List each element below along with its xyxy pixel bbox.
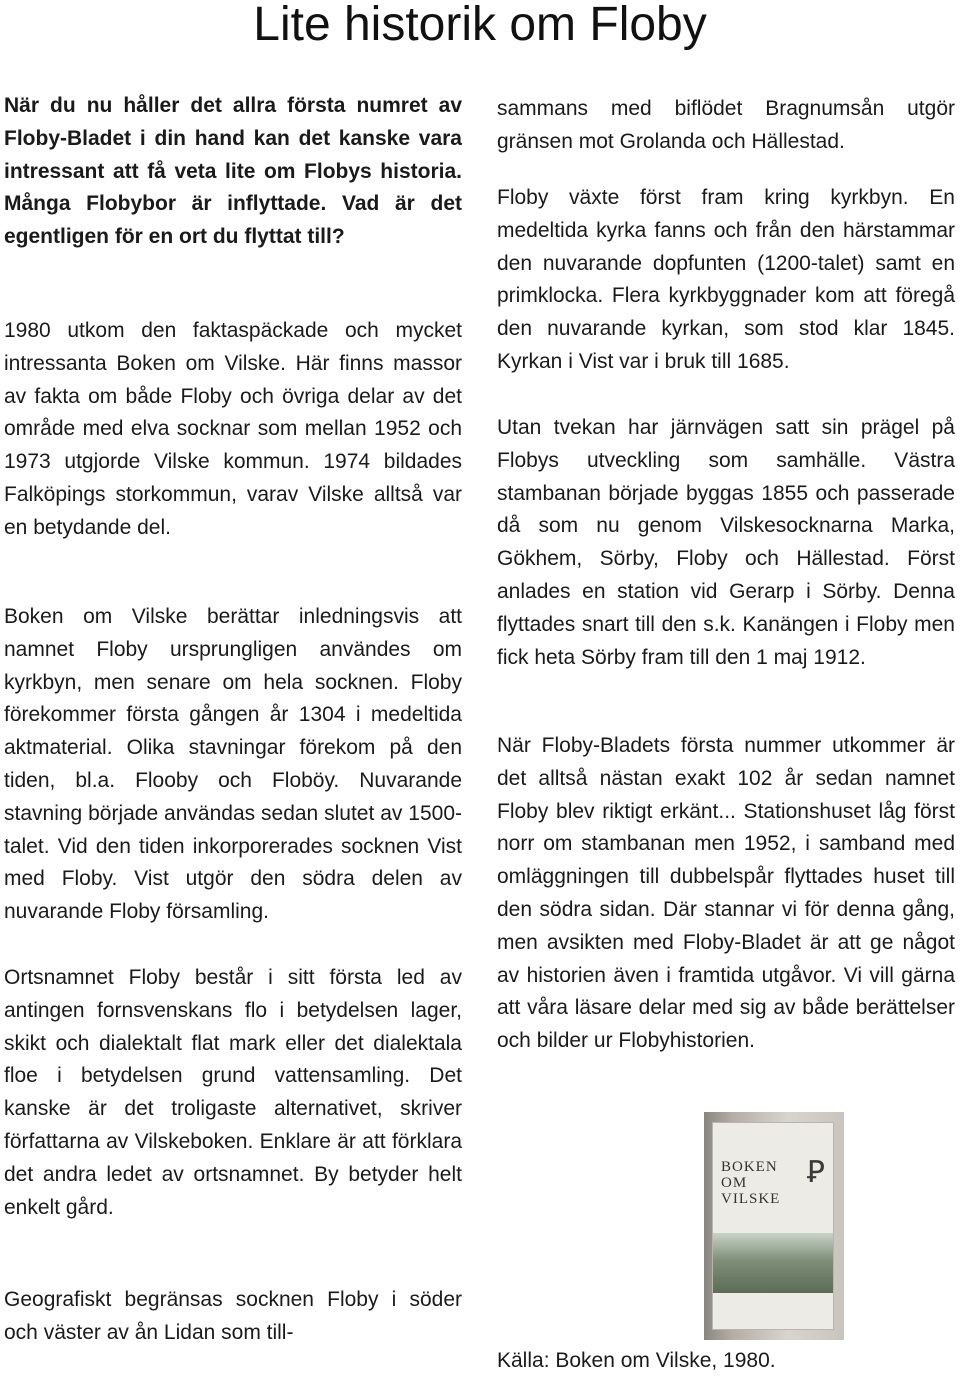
left-column-p2 — [4, 601, 462, 929]
left-column — [4, 90, 462, 254]
paragraph-boken-om-vilske: 1980 utkom den faktaspäckade och mycket intressanta Boken om Vilske. Här finns massor av fakta om både Floby och övriga delar av det område med elva socknar som mellan 1952 och 1973 utgjorde Vilske kommun. 1974 bildades Falköpings storkommun, varav Vilske alltså var en betydande del. — [4, 319, 462, 539]
paragraph-ortsnamnet: Ortsnamnet Floby består i sitt första led av antingen fornsvenskans flo i betydelsen lager, skikt och dialektalt flat mark eller det dialektala floe i betydelsen grund vattensamling. Det kanske är det troligaste alternativet, skriver författarna av Vilskeboken. Enklare är att förklara det andra ledet av ortsnamnet. By betyder helt enkelt gård. — [4, 966, 462, 1219]
paragraph-railway: Utan tvekan har järnvägen satt sin prägel på Flobys utveckling som samhälle. Västra stambanan började byggas 1855 och passerade då som nu genom Vilskesocknarna Marka, Gökhem, Sörby, Floby och Hällestad. Först anlades en station vid Gerarp i Sörby. Denna flyttades snart till den s.k. Kanängen i Floby men fick heta Sörby fram till den 1 maj 1912. — [497, 416, 955, 669]
right-column-p1 — [497, 93, 955, 159]
book-cover-title: BOKEN OM VILSKE — [721, 1159, 781, 1207]
photo-caption: Källa: Boken om Vilske, 1980. — [497, 1349, 776, 1372]
paragraph-continuation: sammans med biflödet Bragnumsån utgör gränsen mot Grolanda och Hällestad. — [497, 97, 955, 153]
book-cover — [712, 1122, 834, 1330]
book-emblem-icon: Ꝑ — [806, 1156, 825, 1189]
left-column-p1 — [4, 315, 462, 545]
paragraph-church: Floby växte först fram kring kyrkbyn. En medeltida kyrka fanns och från den härstammar den nuvarande dopfunten (1200-talet) samt en primklocka. Flera kyrkbyggnader kom att föregå den nuvarande kyrkan, som stod klar 1845. Kyrkan i Vist var i bruk till 1685. — [497, 186, 955, 373]
paragraph-station: När Floby-Bladets första nummer utkommer är det alltså nästan exakt 102 år sedan namnet Floby blev riktigt erkänt... Stationshuset låg först norr om stambanan men 1952, i samband med omläggningen till dubbelspår flyttades huset till den södra sidan. Där stannar vi för denna gång, men avsikten med Floby-Bladet är att ge något av historien även i framtida utgåvor. Vi vill gärna att våra läsare delar med sig av både berättelser och bilder ur Flobyhistorien. — [497, 734, 955, 1053]
paragraph-geografiskt: Geografiskt begränsas socknen Floby i söder och väster av ån Lidan som till- — [4, 1288, 462, 1344]
book-photo — [704, 1112, 844, 1340]
right-column-p3 — [497, 412, 955, 674]
paragraph-name-origin: Boken om Vilske berättar inledningsvis att namnet Floby ursprungligen användes om kyrkbyn, men senare om hela socknen. Floby förekommer första gången år 1304 i medeltida aktmaterial. Olika stavningar förekom på den tiden, bl.a. Flooby och Floböy. Nuvarande stavning började användas sedan slutet av 1500-talet. Vid den tiden inkorporerades socknen Vist med Floby. Vist utgör den södra delen av nuvarande Floby församling. — [4, 605, 462, 924]
book-landscape-image — [713, 1233, 833, 1293]
left-column-p4 — [4, 1284, 462, 1350]
intro-paragraph: När du nu håller det allra första numret av Floby-Bladet i din hand kan det kanske vara intressant att få veta lite om Flobys historia. Många Flobybor är inflyttade. Vad är det egentligen för en ort du flyttat till? — [4, 94, 462, 249]
right-column-p4 — [497, 730, 955, 1058]
left-column-p3 — [4, 962, 462, 1224]
right-column-p2 — [497, 182, 955, 379]
page-title: Lite historik om Floby — [253, 0, 707, 51]
